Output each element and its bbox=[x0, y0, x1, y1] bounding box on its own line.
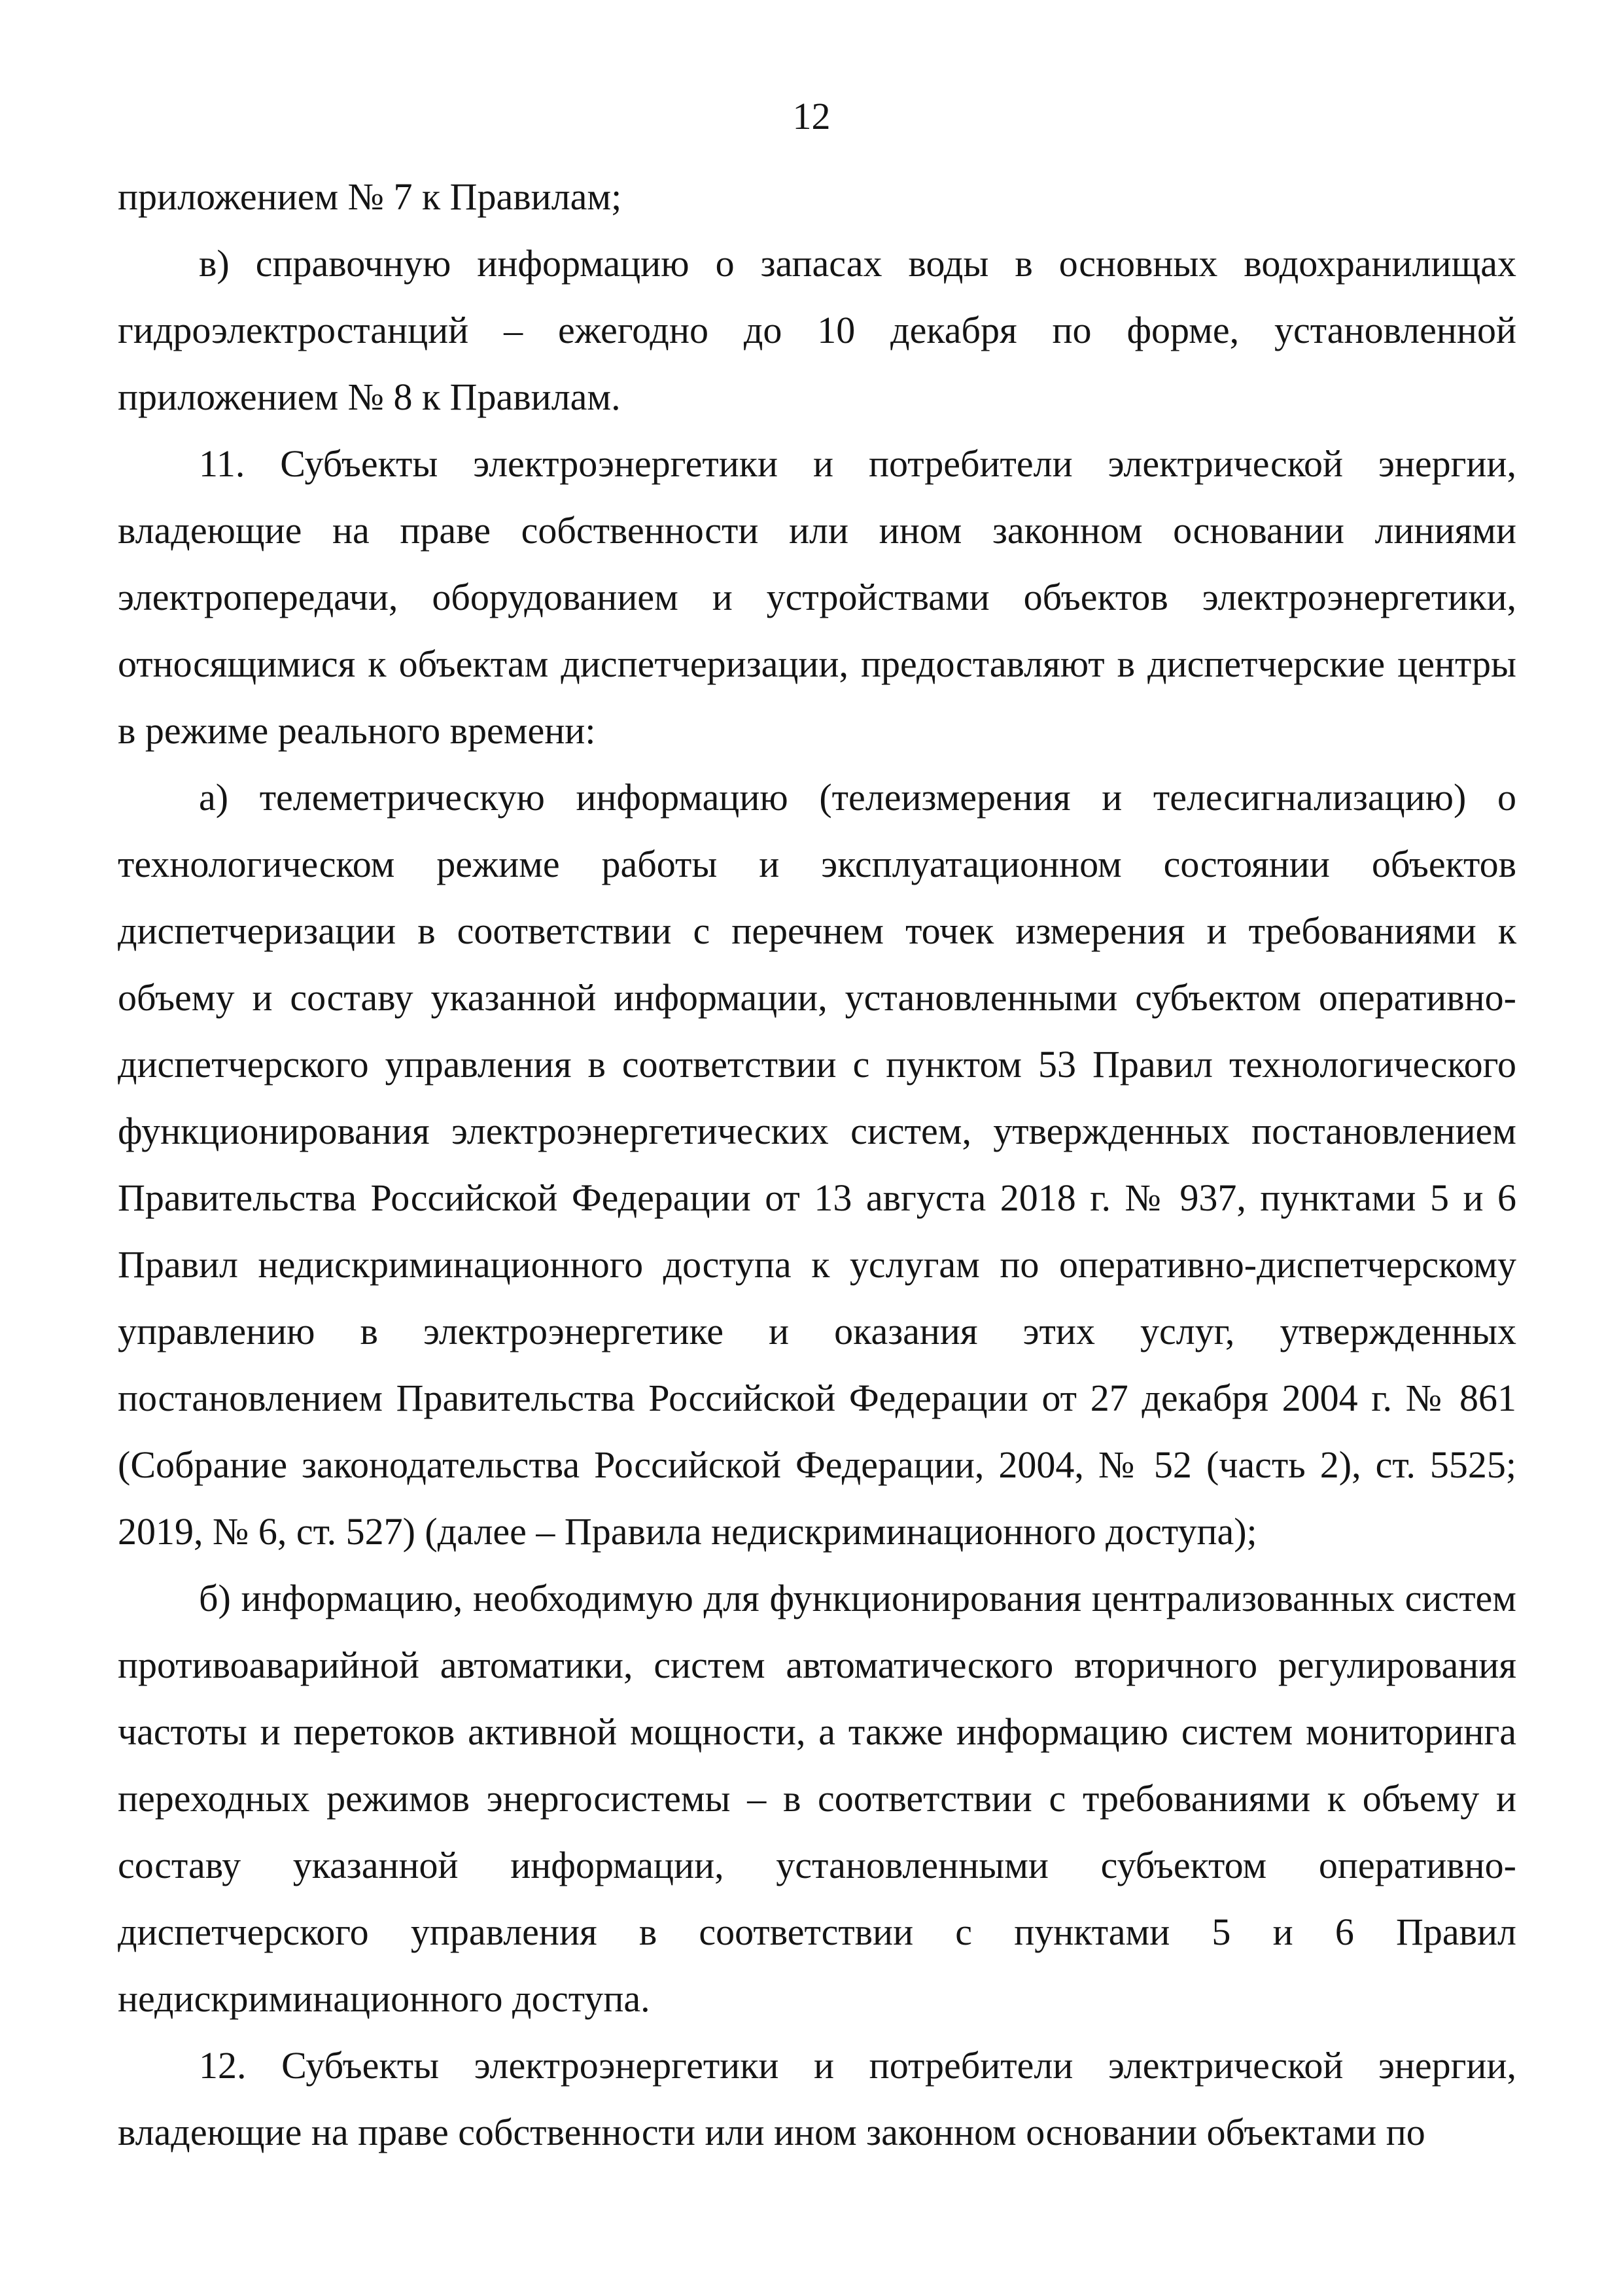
paragraph-clause-12: 12. Субъекты электроэнергетики и потребители электрической энергии, владеющие на праве собственности или ином законном основании объектами по bbox=[118, 2044, 1516, 2153]
document-body bbox=[118, 164, 1516, 2166]
page-number: 12 bbox=[792, 95, 831, 137]
paragraph-clause-11: 11. Субъекты электроэнергетики и потребители электрической энергии, владеющие на праве собственности или ином законном основании линиями электропередачи, оборудованием и устройствами объектов электроэнергетики, относящимися к объектам диспетчеризации, предоставляют в диспетчерские центры в режиме реального времени: bbox=[118, 442, 1516, 752]
paragraph-item-v: в) справочную информацию о запасах воды в основных водохранилищах гидроэлектростанций – ежегодно до 10 декабря по форме, установленной приложением № 8 к Правилам. bbox=[118, 242, 1516, 418]
paragraph-continuation: приложением № 7 к Правилам; bbox=[118, 175, 622, 218]
paragraph-item-b: б) информацию, необходимую для функционирования централизованных систем противоаварийной автоматики, систем автоматического вторичного регулирования частоты и перетоков активной мощности, а также информацию систем мониторинга переходных режимов энергосистемы – в соответствии с требованиями к объему и составу указанной информации, установленными субъектом оперативно-диспетчерского управления в соответствии с пунктами 5 и 6 Правил недискриминационного доступа. bbox=[118, 1577, 1516, 2020]
paragraph-item-a: а) телеметрическую информацию (телеизмерения и телесигнализацию) о технологическом режиме работы и эксплуатационном состоянии объектов диспетчеризации в соответствии с перечнем точек измерения и требованиями к объему и составу указанной информации, установленными субъектом оперативно-диспетчерского управления в соответствии с пунктом 53 Правил технологического функционирования электроэнергетических систем, утвержденных постановлением Правительства Российской Федерации от 13 августа 2018 г. № 937, пунктами 5 и 6 Правил недискриминационного доступа к услугам по оперативно-диспетчерскому управлению в электроэнергетике и оказания этих услуг, утвержденных постановлением Правительства Российской Федерации от 27 декабря 2004 г. № 861 (Собрание законодательства Российской Федерации, 2004, № 52 (часть 2), ст. 5525; 2019, № 6, ст. 527) (далее – Правила недискриминационного доступа); bbox=[118, 776, 1516, 1553]
